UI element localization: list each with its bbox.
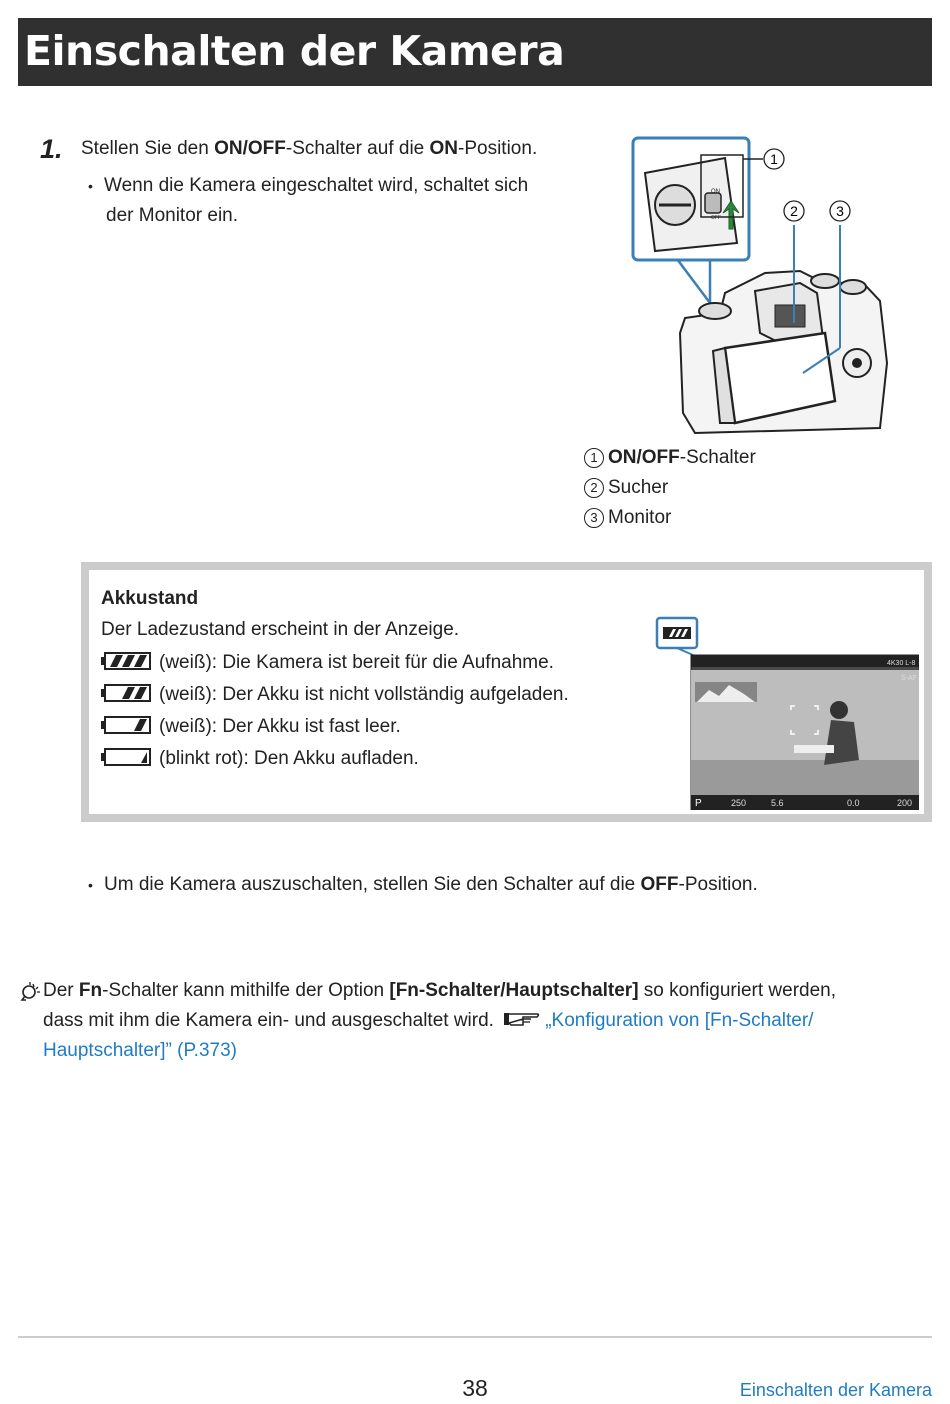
- legend-text-1: -Schalter: [679, 447, 756, 468]
- control-pad-center: [852, 358, 862, 368]
- off-bold: OFF: [640, 874, 679, 895]
- page-title: Einschalten der Kamera: [24, 27, 565, 75]
- battery-full-icon: [101, 652, 151, 670]
- note-intro: Der Ladezustand erscheint in der Anzeige.: [101, 619, 460, 640]
- battery-level-text-2: (weiß): Der Akku ist nicht vollständig aufgeladen.: [159, 684, 569, 705]
- battery-level-item: [101, 712, 641, 744]
- tip-text-a: Der: [43, 980, 79, 1001]
- battery-level-list: [101, 648, 641, 776]
- legend-item-3: [584, 503, 884, 533]
- battery-level-item: [101, 680, 641, 712]
- battery-empty-icon: [101, 748, 151, 766]
- legend-num-2: 2: [584, 478, 604, 498]
- step-bullet-text-2: der Monitor ein.: [106, 205, 239, 226]
- dial-right-1: [811, 274, 839, 288]
- screen-aperture: 5.6: [771, 798, 784, 808]
- battery-two-bars-icon: [101, 684, 151, 702]
- battery-one-bar-icon: [101, 716, 151, 734]
- battery-note-box: [81, 562, 932, 822]
- inset-switch: [705, 193, 721, 213]
- step-bullet-text: Wenn die Kamera eingeschaltet wird, schaltet sich: [104, 175, 529, 196]
- step-text-b: -Schalter auf die: [285, 138, 430, 159]
- step-bullet: [88, 171, 568, 231]
- battery-level-item: [101, 648, 641, 680]
- screen-top-right: 4K30 L-8: [887, 660, 916, 667]
- legend-item-2: [584, 473, 884, 503]
- callout-2: 2: [790, 203, 798, 219]
- step-text-c: -Position.: [458, 138, 538, 159]
- bullet-dot: •: [88, 877, 93, 893]
- inset-switch-off-label: OFF: [711, 215, 721, 221]
- screen-af: S-AF: [901, 675, 917, 682]
- battery-level-text-1: (weiß): Die Kamera ist bereit für die Aufnahme.: [159, 652, 554, 673]
- legend-num-3: 3: [584, 508, 604, 528]
- battery-level-item: [101, 744, 641, 776]
- screen-iso: 200: [897, 798, 913, 808]
- screen-mode: P: [695, 798, 702, 809]
- off-bullet: [88, 870, 888, 900]
- callout-3: 3: [836, 203, 844, 219]
- figure-legend: [584, 443, 884, 533]
- monitor-screen-illustration: [649, 610, 919, 810]
- legend-bold-1: ON/OFF: [608, 447, 680, 468]
- step-text-a: Stellen Sie den: [81, 138, 215, 159]
- step-instruction: [81, 134, 581, 164]
- tip-text-c: so konfiguriert werden,: [638, 980, 837, 1001]
- step-bold-onoff: ON/OFF: [214, 138, 286, 159]
- screen-shutter: 250: [731, 798, 747, 808]
- camera-illustration: [625, 133, 895, 443]
- viewfinder-eyepiece: [775, 305, 805, 327]
- tip-bold-option: [Fn-Schalter/Hauptschalter]: [389, 980, 639, 1001]
- legend-text-2: Sucher: [608, 477, 669, 498]
- person-head: [830, 701, 848, 719]
- reference-hand-icon: [503, 1010, 541, 1028]
- tip-text: [43, 976, 923, 1066]
- mode-dial-left: [699, 303, 731, 319]
- step-number: 1.: [40, 134, 63, 164]
- tip-text-b: -Schalter kann mithilfe der Option: [102, 980, 390, 1001]
- step-bold-on: ON: [429, 138, 459, 159]
- battery-level-text-4: (blinkt rot): Den Akku aufladen.: [159, 748, 419, 769]
- legend-item-1: [584, 443, 884, 473]
- bullet-dot: •: [88, 178, 93, 194]
- footer-section-link[interactable]: Einschalten der Kamera: [739, 1380, 932, 1400]
- inset-switch-on-label: ON: [711, 189, 720, 195]
- legend-text-3: Monitor: [608, 507, 672, 528]
- inset-pointer: [677, 259, 710, 303]
- reference-link-line-1[interactable]: „Konfiguration von [Fn-Schalter/: [545, 1010, 814, 1031]
- tip-line-2: dass mit ihm die Kamera ein- und ausgeschaltet wird.: [43, 1010, 494, 1031]
- battery-level-text-3: (weiß): Der Akku ist fast leer.: [159, 716, 401, 737]
- callout-1: 1: [770, 151, 778, 167]
- screen-ev: 0.0: [847, 798, 860, 808]
- note-heading: Akkustand: [101, 588, 199, 609]
- tip-bold-fn: Fn: [78, 980, 103, 1001]
- footer-divider: [18, 1336, 932, 1338]
- legend-num-1: 1: [584, 448, 604, 468]
- page-number: 38: [462, 1375, 488, 1401]
- title-bar: [18, 18, 932, 86]
- tip-lightbulb-icon: [20, 982, 42, 1004]
- off-text-b: -Position.: [678, 874, 758, 895]
- dial-right-2: [840, 280, 866, 294]
- reference-link-line-2[interactable]: Hauptschalter]” (P.373): [43, 1040, 237, 1061]
- off-text-a: Um die Kamera auszuschalten, stellen Sie den Schalter auf die: [104, 874, 641, 895]
